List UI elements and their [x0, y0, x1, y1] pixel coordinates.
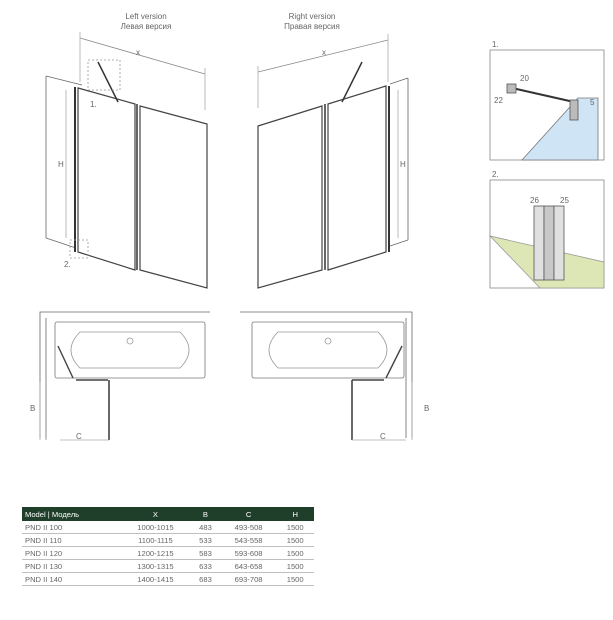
cell-x: 1300-1315: [121, 560, 190, 573]
right-version-label-ru: Правая версия: [284, 22, 340, 31]
cell-x: 1100-1115: [121, 534, 190, 547]
cell-c: 693-708: [221, 573, 277, 586]
col-b: B: [190, 507, 221, 521]
right-version-perspective: [258, 34, 408, 288]
cell-c: 593-608: [221, 547, 277, 560]
cell-c: 543-558: [221, 534, 277, 547]
detail-1-label: 1.: [492, 40, 499, 49]
dim-b-left: B: [30, 404, 36, 413]
col-h: H: [276, 507, 314, 521]
dim-b-right: B: [424, 404, 430, 413]
cell-x: 1400-1415: [121, 573, 190, 586]
cell-b: 683: [190, 573, 221, 586]
spec-table: [22, 507, 314, 586]
detail-1-dim-22: 22: [494, 96, 503, 105]
detail-1-dim-5: 5: [590, 98, 595, 107]
left-plan-view: [40, 312, 210, 440]
table-row: [22, 534, 314, 547]
detail-ref-1: 1.: [90, 100, 97, 109]
table-row: [22, 560, 314, 573]
cell-model: PND II 130: [22, 560, 121, 573]
dim-x-right: x: [322, 48, 326, 57]
detail-2-label: 2.: [492, 170, 499, 179]
cell-b: 533: [190, 534, 221, 547]
left-version-label-ru: Левая версия: [120, 22, 172, 31]
col-model: Model | Модель: [22, 507, 121, 521]
cell-h: 1500: [276, 521, 314, 534]
detail-2-dim-25: 25: [560, 196, 569, 205]
cell-h: 1500: [276, 573, 314, 586]
cell-h: 1500: [276, 534, 314, 547]
cell-b: 583: [190, 547, 221, 560]
cell-model: PND II 140: [22, 573, 121, 586]
right-plan-view: [240, 312, 412, 440]
cell-model: PND II 100: [22, 521, 121, 534]
right-version-label: Right version: [288, 12, 336, 21]
cell-x: 1200-1215: [121, 547, 190, 560]
dim-h-left: H: [58, 160, 64, 169]
col-c: C: [221, 507, 277, 521]
table-header-row: [22, 507, 314, 521]
cell-x: 1000-1015: [121, 521, 190, 534]
left-version-perspective: [46, 32, 207, 288]
cell-c: 493-508: [221, 521, 277, 534]
cell-model: PND II 110: [22, 534, 121, 547]
dim-c-left: C: [76, 432, 82, 441]
left-version-label: Left version: [125, 12, 167, 21]
detail-2-box: [490, 180, 604, 288]
dim-x-left: x: [136, 48, 140, 57]
cell-c: 643-658: [221, 560, 277, 573]
dim-c-right: C: [380, 432, 386, 441]
cell-b: 483: [190, 521, 221, 534]
cell-b: 633: [190, 560, 221, 573]
dim-h-right: H: [400, 160, 406, 169]
table-row: [22, 573, 314, 586]
table-row: [22, 521, 314, 534]
cell-h: 1500: [276, 560, 314, 573]
cell-model: PND II 120: [22, 547, 121, 560]
col-x: X: [121, 507, 190, 521]
cell-h: 1500: [276, 547, 314, 560]
detail-2-dim-26: 26: [530, 196, 539, 205]
table-row: [22, 547, 314, 560]
detail-1-box: [490, 50, 604, 160]
detail-1-dim-20: 20: [520, 74, 529, 83]
detail-ref-2: 2.: [64, 260, 71, 269]
